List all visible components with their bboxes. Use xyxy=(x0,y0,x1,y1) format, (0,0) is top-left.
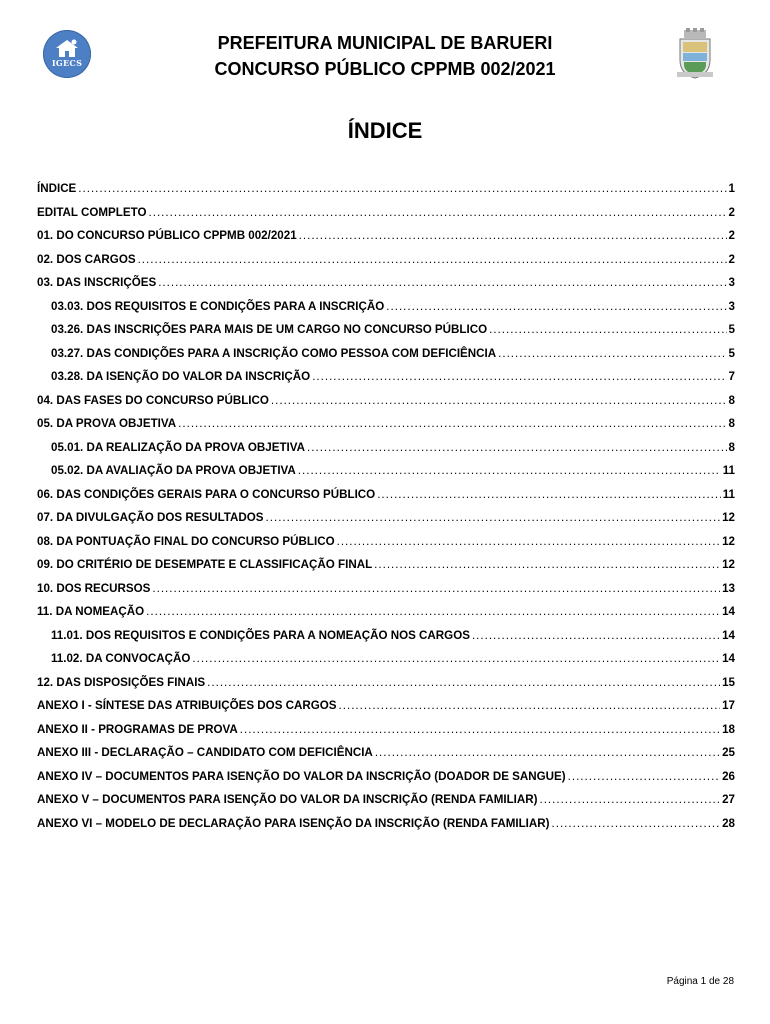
toc-entry-page: 2 xyxy=(728,229,735,242)
toc-entry[interactable] xyxy=(37,530,735,554)
toc-leader-dots xyxy=(552,812,721,836)
toc-leader-dots xyxy=(375,741,720,765)
toc-entry-label: ANEXO I - SÍNTESE DAS ATRIBUIÇÕES DOS CARGOS xyxy=(37,699,337,712)
toc-leader-dots xyxy=(377,483,721,507)
toc-leader-dots xyxy=(138,248,727,272)
toc-entry-page: 8 xyxy=(728,440,735,454)
toc-entry-page: 14 xyxy=(722,652,735,665)
toc-entry-page: 25 xyxy=(722,746,735,759)
toc-entry-label: EDITAL COMPLETO xyxy=(37,205,147,219)
toc-entry[interactable] xyxy=(37,600,735,624)
toc-leader-dots xyxy=(568,765,720,789)
header-line-2: CONCURSO PÚBLICO CPPMB 002/2021 xyxy=(214,59,556,79)
toc-entry[interactable] xyxy=(37,295,735,319)
toc-entry[interactable] xyxy=(37,765,735,789)
toc-leader-dots xyxy=(149,201,727,225)
toc-entry-label: 02. DOS CARGOS xyxy=(37,252,136,266)
toc-entry-page: 8 xyxy=(728,417,735,430)
toc-entry-label: 11.01. DOS REQUISITOS E CONDIÇÕES PARA A NOMEAÇÃO NOS CARGOS xyxy=(51,628,470,642)
toc-leader-dots xyxy=(299,224,727,248)
toc-entry[interactable] xyxy=(37,483,735,507)
toc-entry[interactable] xyxy=(37,412,735,436)
toc-entry-label: 03.28. DA ISENÇÃO DO VALOR DA INSCRIÇÃO xyxy=(51,370,311,383)
toc-entry-page: 12 xyxy=(722,511,735,524)
toc-entry[interactable] xyxy=(37,553,735,577)
toc-entry-page: 5 xyxy=(728,346,735,360)
toc-entry-page: 17 xyxy=(722,699,735,712)
toc-entry-page: 3 xyxy=(728,299,735,313)
toc-entry-page: 12 xyxy=(722,534,735,548)
toc-leader-dots xyxy=(240,718,720,742)
toc-entry-label: 10. DOS RECURSOS xyxy=(37,581,151,595)
toc-entry[interactable] xyxy=(37,812,735,836)
barueri-coat-of-arms-icon xyxy=(675,28,715,80)
toc-entry-label: 05. DA PROVA OBJETIVA xyxy=(37,417,177,430)
toc-entry[interactable] xyxy=(37,624,735,648)
toc-entry-label: 03.03. DOS REQUISITOS E CONDIÇÕES PARA A INSCRIÇÃO xyxy=(51,299,385,313)
toc-leader-dots xyxy=(337,530,721,554)
toc-title: ÍNDICE xyxy=(347,118,423,143)
toc-entry-page: 12 xyxy=(722,558,735,571)
toc-leader-dots xyxy=(307,436,727,460)
toc-entry-label: ANEXO VI – MODELO DE DECLARAÇÃO PARA ISENÇÃO DA INSCRIÇÃO (RENDA FAMILIAR) xyxy=(37,816,550,830)
toc-entry-page: 15 xyxy=(722,675,735,689)
toc-leader-dots xyxy=(271,389,727,413)
toc-entry[interactable] xyxy=(37,647,735,671)
toc-entry[interactable] xyxy=(37,389,735,413)
toc-entry-label: 04. DAS FASES DO CONCURSO PÚBLICO xyxy=(37,393,269,407)
toc-leader-dots xyxy=(266,506,721,530)
toc-entry[interactable] xyxy=(37,718,735,742)
header-line-1: PREFEITURA MUNICIPAL DE BARUERI xyxy=(217,33,553,53)
toc-entry-label: 05.02. DA AVALIAÇÃO DA PROVA OBJETIVA xyxy=(51,464,296,477)
toc-entry[interactable] xyxy=(37,201,735,225)
toc-entry-page: 14 xyxy=(722,628,735,642)
toc-entry-page: 11 xyxy=(722,464,735,477)
toc-entry[interactable] xyxy=(37,271,735,295)
toc-entry-page: 14 xyxy=(722,605,735,618)
toc-leader-dots xyxy=(339,694,721,718)
page-header xyxy=(0,0,770,90)
toc-entry[interactable] xyxy=(37,506,735,530)
toc-entry-label: ANEXO III - DECLARAÇÃO – CANDIDATO COM DEFICIÊNCIA xyxy=(37,746,373,759)
toc-entry-page: 18 xyxy=(722,722,735,736)
toc-entry[interactable] xyxy=(37,436,735,460)
toc-entry[interactable] xyxy=(37,177,735,201)
toc-entry[interactable] xyxy=(37,694,735,718)
toc-leader-dots xyxy=(298,459,721,483)
toc-entry-label: 06. DAS CONDIÇÕES GERAIS PARA O CONCURSO PÚBLICO xyxy=(37,487,376,501)
page-number: Página 1 de 28 xyxy=(666,976,734,987)
toc-entry-label: 12. DAS DISPOSIÇÕES FINAIS xyxy=(37,675,206,689)
igecs-logo-icon xyxy=(43,30,91,78)
toc-entry-label: 05.01. DA REALIZAÇÃO DA PROVA OBJETIVA xyxy=(51,440,306,454)
toc-entry-label: 03.27. DAS CONDIÇÕES PARA A INSCRIÇÃO COMO PESSOA COM DEFICIÊNCIA xyxy=(51,346,497,360)
logo-text: IGECS xyxy=(51,58,83,68)
toc-entry[interactable] xyxy=(37,224,735,248)
toc-entry-label: ANEXO II - PROGRAMAS DE PROVA xyxy=(37,722,238,736)
toc-leader-dots xyxy=(498,342,726,366)
toc-leader-dots xyxy=(207,671,720,695)
header-title xyxy=(140,30,630,82)
toc-entry-label: 03.26. DAS INSCRIÇÕES PARA MAIS DE UM CARGO NO CONCURSO PÚBLICO xyxy=(51,323,488,336)
toc-entry[interactable] xyxy=(37,459,735,483)
toc-entry[interactable] xyxy=(37,342,735,366)
toc-entry-page: 13 xyxy=(722,581,735,595)
toc-leader-dots xyxy=(146,600,720,624)
toc-leader-dots xyxy=(78,177,726,201)
toc-entry[interactable] xyxy=(37,365,735,389)
toc-leader-dots xyxy=(472,624,720,648)
toc-entry[interactable] xyxy=(37,577,735,601)
toc-entry-label: 08. DA PONTUAÇÃO FINAL DO CONCURSO PÚBLICO xyxy=(37,534,335,548)
toc-entry-label: 01. DO CONCURSO PÚBLICO CPPMB 002/2021 xyxy=(37,229,297,242)
toc-entry-page: 2 xyxy=(728,205,735,219)
toc-entry-page: 1 xyxy=(728,182,735,195)
toc-entry-label: 11. DA NOMEAÇÃO xyxy=(37,605,145,618)
toc-leader-dots xyxy=(312,365,726,389)
toc-entry-page: 8 xyxy=(728,393,735,407)
toc-entry-page: 7 xyxy=(728,370,735,383)
toc-entry-label: ANEXO V – DOCUMENTOS PARA ISENÇÃO DO VALOR DA INSCRIÇÃO (RENDA FAMILIAR) xyxy=(37,793,538,806)
toc-entry-page: 3 xyxy=(728,276,735,289)
toc-entry[interactable] xyxy=(37,788,735,812)
table-of-contents xyxy=(37,177,735,835)
toc-entry-page: 11 xyxy=(722,487,735,501)
toc-entry[interactable] xyxy=(37,741,735,765)
toc-entry[interactable] xyxy=(37,318,735,342)
toc-leader-dots xyxy=(386,295,726,319)
toc-entry-page: 27 xyxy=(722,793,735,806)
toc-entry[interactable] xyxy=(37,671,735,695)
toc-leader-dots xyxy=(178,412,726,436)
toc-entry-label: 03. DAS INSCRIÇÕES xyxy=(37,276,157,289)
toc-entry-label: ANEXO IV – DOCUMENTOS PARA ISENÇÃO DO VALOR DA INSCRIÇÃO (DOADOR DE SANGUE) xyxy=(37,769,566,783)
toc-entry-page: 5 xyxy=(728,323,735,336)
toc-leader-dots xyxy=(158,271,726,295)
toc-leader-dots xyxy=(489,318,726,342)
toc-entry-label: 07. DA DIVULGAÇÃO DOS RESULTADOS xyxy=(37,511,264,524)
toc-leader-dots xyxy=(374,553,720,577)
toc-leader-dots xyxy=(152,577,720,601)
toc-entry-page: 26 xyxy=(722,769,735,783)
toc-entry-label: 09. DO CRITÉRIO DE DESEMPATE E CLASSIFICAÇÃO FINAL xyxy=(37,558,373,571)
house-icon xyxy=(54,39,80,57)
toc-leader-dots xyxy=(192,647,720,671)
toc-entry-page: 2 xyxy=(728,252,735,266)
toc-leader-dots xyxy=(539,788,720,812)
toc-entry-page: 28 xyxy=(722,816,735,830)
toc-entry-label: 11.02. DA CONVOCAÇÃO xyxy=(51,652,191,665)
toc-entry[interactable] xyxy=(37,248,735,272)
toc-entry-label: ÍNDICE xyxy=(37,182,77,195)
